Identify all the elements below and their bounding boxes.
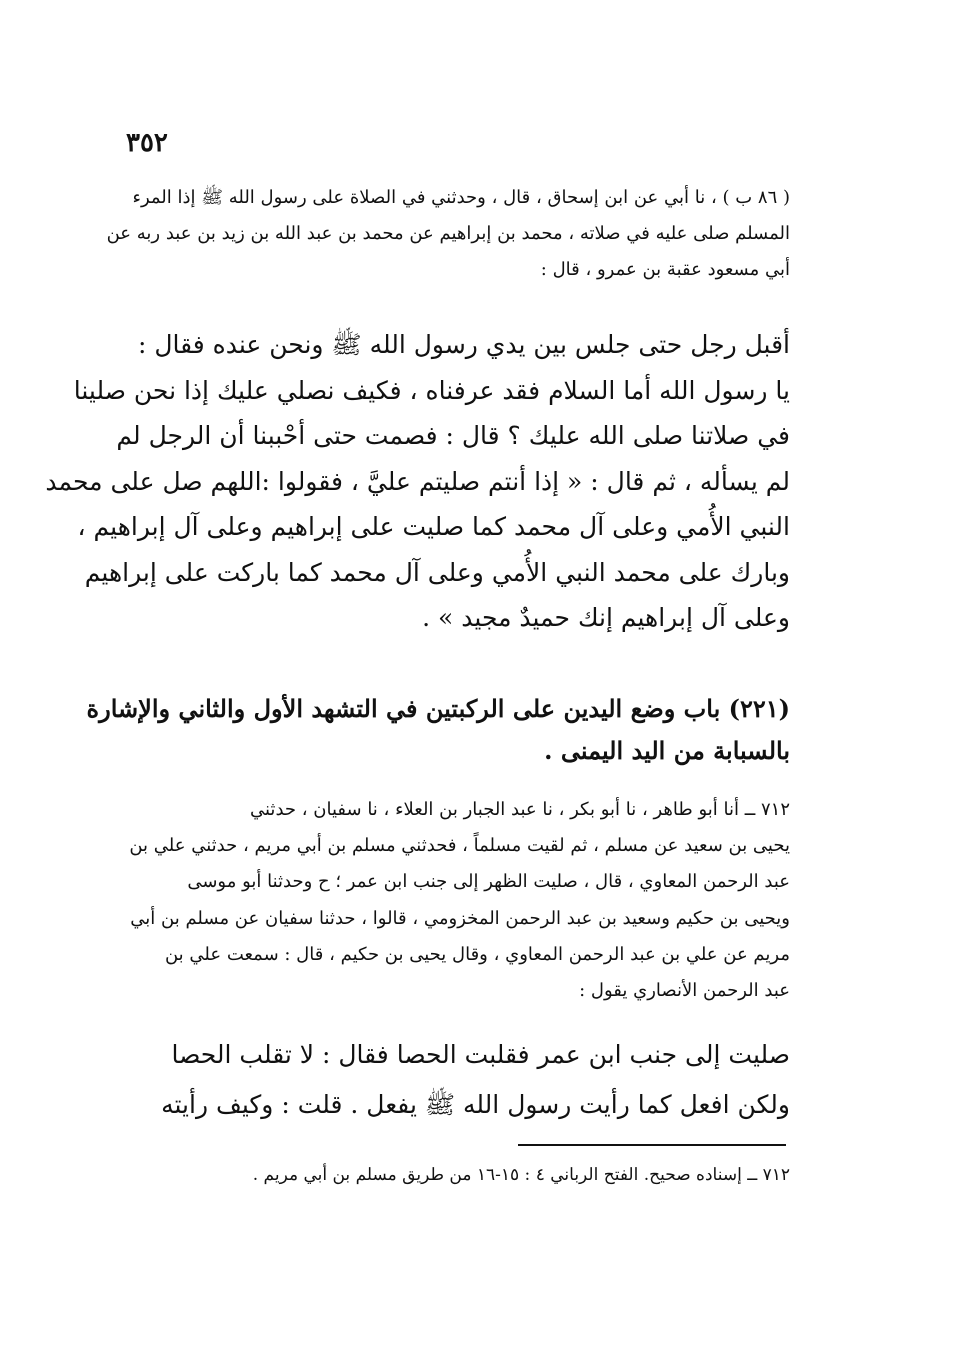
hadith-line: يا رسول الله أما السلام فقد عرفناه ، فكيف نصلي عليك إذا نحن صلينا xyxy=(73,375,790,405)
hadith-line: النبي الأُمي وعلى آل محمد كما صليت على إبراهيم وعلى آل إبراهيم ، xyxy=(77,512,790,541)
page-number: ٣٥٢ xyxy=(126,128,168,158)
chapter-heading xyxy=(86,688,790,772)
chapter-heading-line: بالسبابة من اليد اليمنى . xyxy=(544,736,790,765)
hadith-line: وبارك على محمد النبي الأُمي وعلى آل محمد كما باركت على إبراهيم xyxy=(84,557,790,587)
chapter-heading-line: (٢٢١) باب وضع اليدين على الركبتين في التشهد الأول والثاني والإشارة xyxy=(86,694,790,723)
footnote-divider xyxy=(518,1144,786,1146)
isnad-line: مريم عن علي بن عبد الرحمن المعاوي ، وقال يحيى بن حكيم ، قال : سمعت علي بن xyxy=(164,943,790,965)
hadith-line: ولكن افعل كما رأيت رسول الله ﷺ يفعل . قلت : وكيف رأيته xyxy=(161,1090,790,1119)
isnad-line: يحيى بن سعيد عن مسلم ، ثم لقيت مسلماً ، فحدثني مسلم بن أبي مريم ، حدثني علي بن xyxy=(129,835,790,857)
isnad-line: عبد الرحمن الأنصاري يقول : xyxy=(579,980,790,1002)
hadith-line: في صلاتنا صلى الله عليك ؟ قال : فصمت حتى أحْببنا أن الرجل لم xyxy=(116,421,790,450)
footnote xyxy=(220,1160,790,1190)
isnad-line: أبي مسعود عقبة بن عمرو ، قال : xyxy=(540,259,790,280)
isnad-712 xyxy=(120,792,790,1009)
hadith-line: أقبل رجل حتى جلس بين يدي رسول الله ﷺ ونحن عنده فقال : xyxy=(137,330,790,359)
hadith-line: صليت إلى جنب ابن عمر فقلبت الحصا فقال : لا تقلب الحصا xyxy=(171,1040,790,1069)
isnad-line: عبد الرحمن المعاوي ، قال ، صليت الظهر إلى جنب ابن عمر ؛ ح وحدثنا أبو موسى xyxy=(187,871,790,893)
hadith-text xyxy=(45,322,790,641)
isnad-line: ويحيى بن حكيم وسعيد بن عبد الرحمن المخزومي ، قالوا ، حدثنا سفيان عن مسلم بن أبي xyxy=(130,907,790,929)
isnad-line: ٧١٢ ــ أنا أبو طاهر ، نا أبو بكر ، نا عبد الجبار بن العلاء ، نا سفيان ، حدثني xyxy=(250,799,790,820)
footnote-line: ٧١٢ ــ إسناده صحيح. الفتح الرباني ٤ : ١٥-١٦ من طريق مسلم بن أبي مريم . xyxy=(252,1165,790,1185)
hadith-712-text xyxy=(120,1030,790,1130)
isnad-line: ( ٨٦ ب ) ، نا أبي عن ابن إسحاق ، قال ، وحدثني في الصلاة على رسول الله ﷺ إذا المرء xyxy=(132,187,790,208)
isnad-top xyxy=(106,180,790,288)
hadith-line: وعلى آل إبراهيم إنك حميدٌ مجيد » . xyxy=(422,603,790,632)
hadith-line: لم يسأله ، ثم قال : « إذا أنتم صليتم عليَّ ، فقولوا :اللهم صل على محمد xyxy=(45,466,790,496)
isnad-line: المسلم صلى عليه في صلاته ، محمد بن إبراهيم عن محمد بن عبد الله بن زيد بن عبد ربه عن xyxy=(106,223,790,244)
